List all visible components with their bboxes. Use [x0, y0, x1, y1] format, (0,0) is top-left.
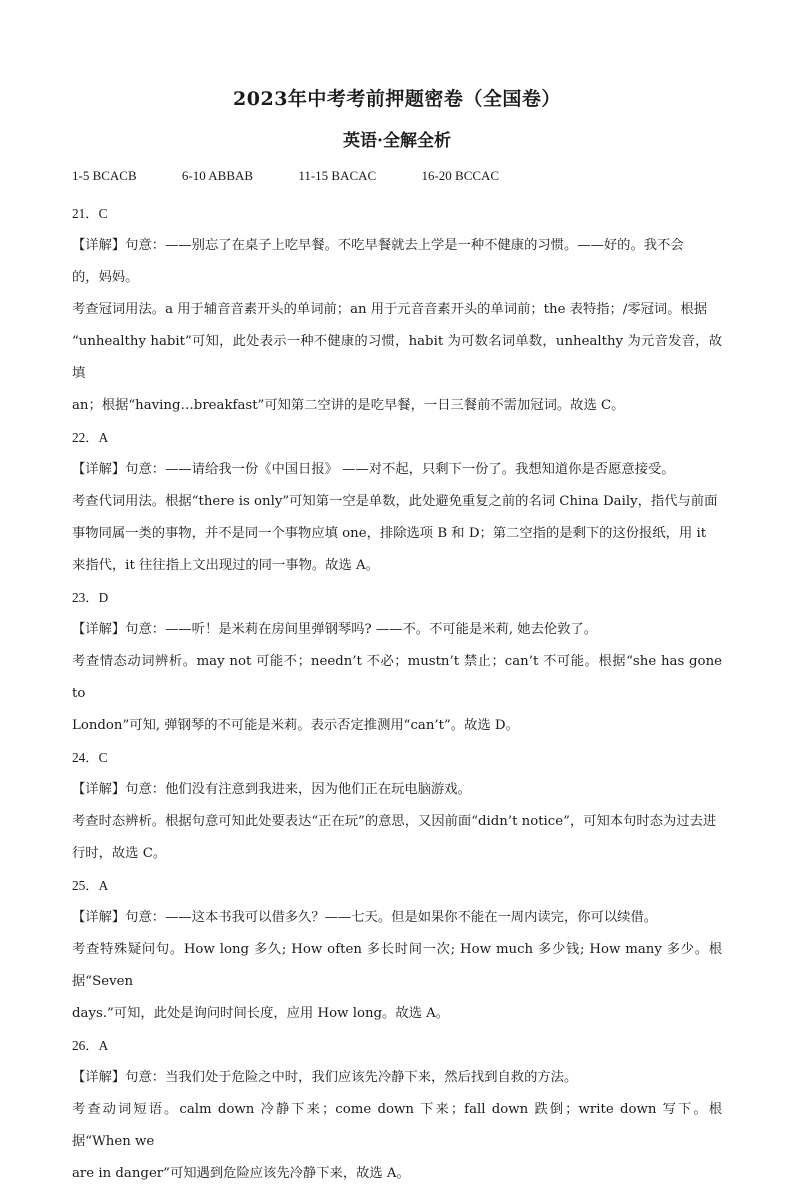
explanation-line: “unhealthy habit”可知，此处表示一种不健康的习惯，habit 为可数名词单数，unhealthy 为元音发音，故填 — [72, 334, 722, 381]
page-subtitle: 英语·全解全析 — [343, 131, 451, 151]
explanation-line: 来指代，it 往往指上文出现过的同一事物。故选 A。 — [72, 558, 379, 573]
explanation-line: 考查特殊疑问句。How long 多久; How often 多长时间一次; How much 多少钱; How many 多少。根据“Seven — [72, 942, 722, 989]
question-number: 21．C — [72, 206, 108, 221]
explanation-line: 【详解】句意：——别忘了在桌子上吃早餐。不吃早餐就去上学是一种不健康的习惯。——好的。我不会 — [72, 238, 684, 253]
explanation-line: 考查冠词用法。a 用于辅音音素开头的单词前；an 用于元音音素开头的单词前；the 表特指；/零冠词。根据 — [72, 302, 708, 317]
answer-key-group: 1-5 BCACB — [72, 168, 137, 183]
question-number: 25．A — [72, 878, 109, 893]
question-block — [72, 1030, 722, 1190]
explanation-line: 考查情态动词辨析。may not 可能不；needn’t 不必；mustn’t 禁止；can’t 不可能。根据“she has gone to — [72, 654, 722, 701]
explanation-line: London”可知, 弹钢琴的不可能是米莉。表示否定推测用“can’t”。故选 D。 — [72, 718, 519, 733]
explanation-line: 【详解】句意：——请给我一份《中国日报》 ——对不起，只剩下一份了。我想知道你是否愿意接受。 — [72, 462, 675, 477]
explanation-line: 行时，故选 C。 — [72, 846, 167, 861]
question-block — [72, 582, 722, 742]
explanation-line: days.”可知，此处是询问时间长度，应用 How long。故选 A。 — [72, 1006, 450, 1021]
explanation-line: 【详解】句意：——听！是米莉在房间里弹钢琴吗? ——不。不可能是米莉, 她去伦敦了。 — [72, 622, 598, 637]
page-title: 2023年中考考前押题密卷（全国卷） — [233, 88, 561, 110]
explanation-line: 考查时态辨析。根据句意可知此处要表达“正在玩”的意思，又因前面“didn’t notice”，可知本句时态为过去进 — [72, 814, 717, 829]
explanations — [72, 198, 722, 1190]
question-number: 22．A — [72, 430, 109, 445]
question-number: 24．C — [72, 750, 108, 765]
explanation-line: an；根据“having…breakfast”可知第二空讲的是吃早餐，一日三餐前不需加冠词。故选 C。 — [72, 398, 625, 413]
explanation-line: 考查代词用法。根据“there is only”可知第一空是单数，此处避免重复之前的名词 China Daily，指代与前面 — [72, 494, 718, 509]
explanation-line: are in danger”可知遇到危险应该先冷静下来，故选 A。 — [72, 1166, 410, 1181]
question-number: 26．A — [72, 1038, 109, 1053]
explanation-line: 的，妈妈。 — [72, 270, 139, 285]
explanation-line: 【详解】句意：——这本书我可以借多久？——七天。但是如果你不能在一周内读完，你可以续借。 — [72, 910, 658, 925]
question-block — [72, 422, 722, 582]
explanation-line: 考查动词短语。calm down 冷静下来；come down 下来；fall down 跌倒；write down 写下。根据“When we — [72, 1102, 722, 1149]
answer-key-group: 16-20 BCCAC — [421, 168, 500, 183]
explanation-line: 【详解】句意：当我们处于危险之中时，我们应该先冷静下来，然后找到自救的方法。 — [72, 1070, 578, 1085]
question-block — [72, 870, 722, 1030]
answer-key-group: 6-10 ABBAB — [181, 168, 254, 183]
question-block — [72, 742, 722, 870]
question-block — [72, 198, 722, 422]
answer-key-group: 11-15 BACAC — [298, 168, 377, 183]
explanation-line: 【详解】句意：他们没有注意到我进来，因为他们正在玩电脑游戏。 — [72, 782, 471, 797]
question-number: 23．D — [72, 590, 109, 605]
explanation-line: 事物同属一类的事物，并不是同一个事物应填 one，排除选项 B 和 D；第二空指的是剩下的这份报纸，用 it — [72, 526, 707, 541]
answer-key-row — [72, 168, 499, 184]
